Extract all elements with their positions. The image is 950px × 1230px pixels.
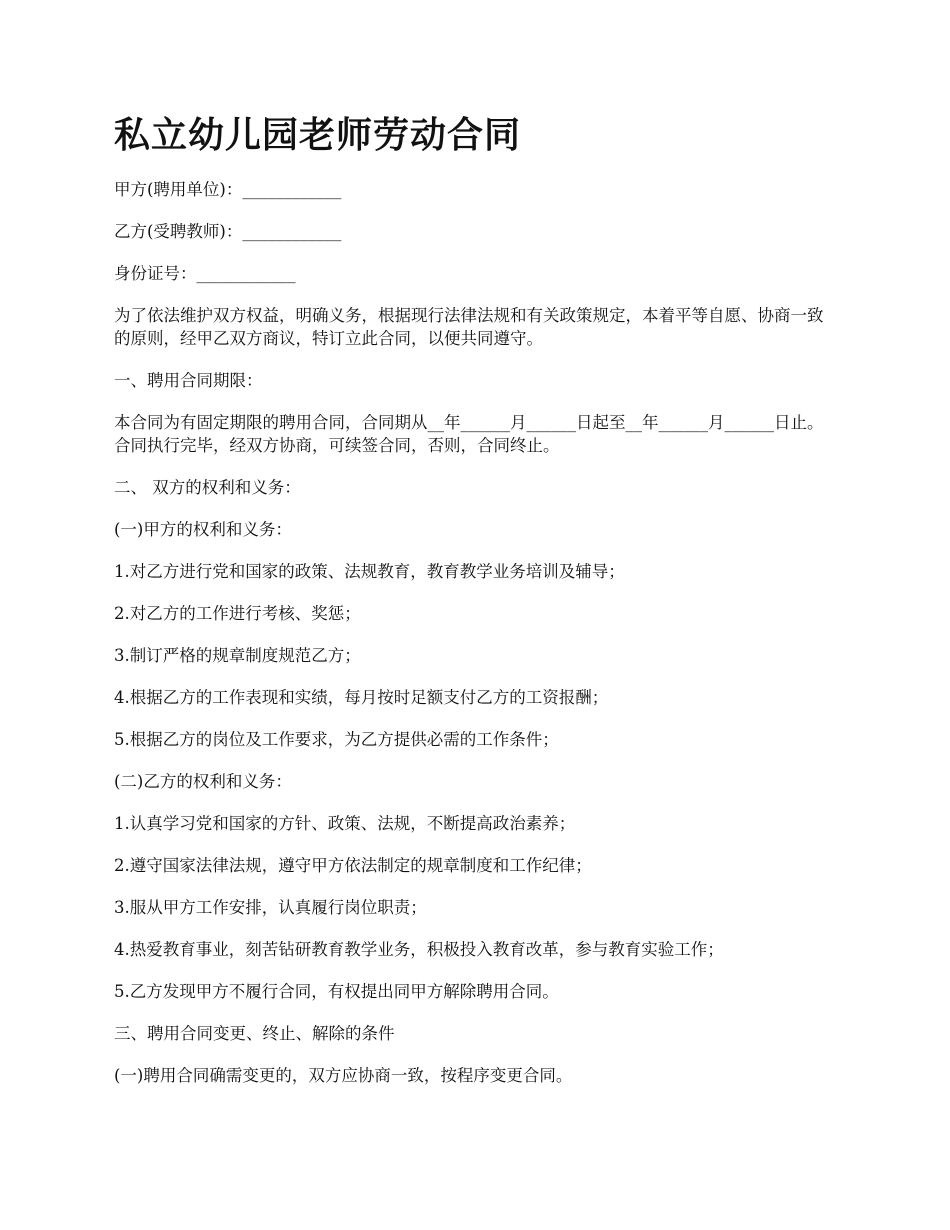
term-paragraph: 本合同为有固定期限的聘用合同，合同期从__年______月______日起至__年______月______日止。合同执行完毕，经双方协商，可续签合同，否则，合同终止。 [114, 413, 824, 455]
party-b-item-4: 4.热爱教育事业，刻苦钻研教育教学业务，积极投入教育改革，参与教育实验工作； [114, 940, 724, 959]
subsection-heading-party-a: (一)甲方的权利和义务： [114, 520, 292, 539]
change-item-1: (一)聘用合同确需变更的，双方应协商一致，按程序变更合同。 [114, 1066, 573, 1085]
preamble-paragraph: 为了依法维护双方权益，明确义务，根据现行法律法规和有关政策规定，本着平等自愿、协商一致的原则，经甲乙双方商议，特订立此合同，以便共同遵守。 [114, 306, 824, 348]
section-heading-rights: 二、 双方的权利和义务： [114, 478, 301, 497]
party-b-item-2: 2.遵守国家法律法规，遵守甲方依法制定的规章制度和工作纪律； [114, 856, 592, 875]
section-heading-term: 一、聘用合同期限： [114, 371, 263, 390]
party-a-item-3: 3.制订严格的规章制度规范乙方； [114, 646, 361, 665]
party-b-line: 乙方(受聘教师)：____________ [114, 222, 342, 241]
party-a-item-2: 2.对乙方的工作进行考核、奖惩； [114, 604, 361, 623]
party-b-item-5: 5.乙方发现甲方不履行合同，有权提出同甲方解除聘用合同。 [114, 982, 559, 1001]
document-body [114, 112, 838, 1106]
party-a-item-5: 5.根据乙方的岗位及工作要求，为乙方提供必需的工作条件； [114, 730, 559, 749]
id-number-line: 身份证号：____________ [114, 264, 296, 283]
party-a-item-1: 1.对乙方进行党和国家的政策、法规教育，教育教学业务培训及辅导； [114, 562, 625, 581]
party-a-item-4: 4.根据乙方的工作表现和实绩，每月按时足额支付乙方的工资报酬； [114, 688, 609, 707]
section-heading-change: 三、聘用合同变更、终止、解除的条件 [114, 1024, 395, 1043]
document-title: 私立幼儿园老师劳动合同 [114, 115, 522, 156]
party-b-item-1: 1.认真学习党和国家的方针、政策、法规，不断提高政治素养； [114, 814, 576, 833]
party-a-line: 甲方(聘用单位)：____________ [114, 180, 342, 199]
subsection-heading-party-b: (二)乙方的权利和义务： [114, 772, 292, 791]
party-b-item-3: 3.服从甲方工作安排，认真履行岗位职责； [114, 898, 427, 917]
